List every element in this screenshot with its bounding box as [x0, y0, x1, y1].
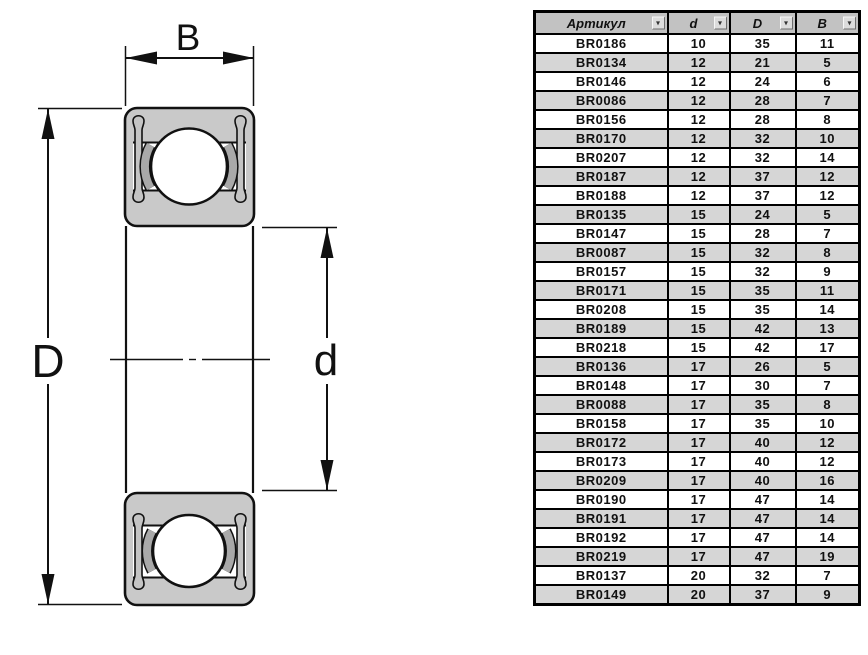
D-value-cell[interactable]: 24: [730, 72, 796, 91]
B-value-cell[interactable]: 14: [796, 148, 860, 167]
D-value-cell[interactable]: 40: [730, 433, 796, 452]
B-value-cell[interactable]: 16: [796, 471, 860, 490]
d-value-cell[interactable]: 15: [668, 338, 730, 357]
d-value-cell[interactable]: 12: [668, 91, 730, 110]
D-value-cell[interactable]: 32: [730, 148, 796, 167]
bearing-section-bottom: [125, 493, 254, 605]
B-value-cell[interactable]: 8: [796, 110, 860, 129]
table-row: [535, 34, 860, 53]
d-value-cell[interactable]: 20: [668, 585, 730, 605]
d-value-cell[interactable]: 12: [668, 110, 730, 129]
label-B: B: [175, 17, 201, 58]
d-value-cell[interactable]: 15: [668, 224, 730, 243]
article-cell[interactable]: BR0170: [535, 129, 668, 148]
B-value-cell[interactable]: 12: [796, 452, 860, 471]
table-row: [535, 72, 860, 91]
bearing-section-top: [125, 108, 254, 226]
article-cell[interactable]: BR0192: [535, 528, 668, 547]
d-value-cell[interactable]: 17: [668, 509, 730, 528]
table-row: [535, 585, 860, 605]
column-header-D-label: D: [752, 15, 763, 31]
article-cell[interactable]: BR0186: [535, 34, 668, 53]
D-value-cell[interactable]: 47: [730, 509, 796, 528]
D-value-cell[interactable]: 32: [730, 262, 796, 281]
table-row: [535, 395, 860, 414]
header-row: [535, 12, 860, 35]
table-row: [535, 433, 860, 452]
article-cell[interactable]: BR0172: [535, 433, 668, 452]
D-value-cell[interactable]: 37: [730, 585, 796, 605]
column-header-B-label: B: [817, 15, 827, 31]
dimension-B: [126, 17, 255, 106]
table-row: [535, 357, 860, 376]
B-value-cell[interactable]: 7: [796, 566, 860, 585]
article-cell[interactable]: BR0218: [535, 338, 668, 357]
article-cell[interactable]: BR0219: [535, 547, 668, 566]
table-row: [535, 319, 860, 338]
column-header-article-label: Артикул: [566, 15, 626, 31]
D-value-cell[interactable]: 42: [730, 338, 796, 357]
arrowhead-up: [321, 228, 334, 258]
table-row: [535, 243, 860, 262]
article-cell[interactable]: BR0157: [535, 262, 668, 281]
d-value-cell[interactable]: 10: [668, 34, 730, 53]
table-row: [535, 129, 860, 148]
dimension-D: [31, 109, 122, 605]
column-header-d-label: d: [689, 15, 698, 31]
table-row: [535, 186, 860, 205]
article-cell[interactable]: BR0136: [535, 357, 668, 376]
table-row: [535, 528, 860, 547]
seal-right-bottom: [235, 514, 246, 590]
d-value-cell[interactable]: 17: [668, 357, 730, 376]
article-cell[interactable]: BR0190: [535, 490, 668, 509]
B-value-cell[interactable]: 5: [796, 53, 860, 72]
D-value-cell[interactable]: 40: [730, 471, 796, 490]
D-value-cell[interactable]: 47: [730, 528, 796, 547]
B-value-cell[interactable]: 19: [796, 547, 860, 566]
D-value-cell[interactable]: 47: [730, 490, 796, 509]
d-value-cell[interactable]: 17: [668, 414, 730, 433]
B-value-cell[interactable]: 7: [796, 91, 860, 110]
arrowhead-up: [42, 109, 55, 139]
B-value-cell[interactable]: 11: [796, 34, 860, 53]
arrowhead-right: [223, 52, 254, 65]
table-row: [535, 452, 860, 471]
table-row: [535, 281, 860, 300]
B-value-cell[interactable]: 7: [796, 224, 860, 243]
table-row: [535, 148, 860, 167]
article-cell[interactable]: BR0087: [535, 243, 668, 262]
d-value-cell[interactable]: 15: [668, 319, 730, 338]
B-value-cell[interactable]: 9: [796, 262, 860, 281]
D-value-cell[interactable]: 37: [730, 167, 796, 186]
d-value-cell[interactable]: 17: [668, 547, 730, 566]
table-row: [535, 300, 860, 319]
B-value-cell[interactable]: 17: [796, 338, 860, 357]
D-value-cell[interactable]: 32: [730, 129, 796, 148]
D-value-cell[interactable]: 28: [730, 224, 796, 243]
spec-table-body: [535, 34, 860, 605]
D-value-cell[interactable]: 24: [730, 205, 796, 224]
table-row: [535, 262, 860, 281]
filter-dropdown-icon[interactable]: ▾: [780, 17, 793, 30]
B-value-cell[interactable]: 12: [796, 433, 860, 452]
d-value-cell[interactable]: 17: [668, 395, 730, 414]
D-value-cell[interactable]: 40: [730, 452, 796, 471]
spec-table: [533, 10, 861, 606]
filter-dropdown-icon[interactable]: ▾: [714, 17, 727, 30]
ball-top: [151, 129, 227, 205]
B-value-cell[interactable]: 12: [796, 167, 860, 186]
table-row: [535, 414, 860, 433]
B-value-cell[interactable]: 9: [796, 585, 860, 605]
column-header-D-outer: [730, 12, 796, 35]
B-value-cell[interactable]: 7: [796, 376, 860, 395]
B-value-cell[interactable]: 5: [796, 357, 860, 376]
d-value-cell[interactable]: 17: [668, 376, 730, 395]
article-cell[interactable]: BR0158: [535, 414, 668, 433]
table-row: [535, 547, 860, 566]
label-d: d: [313, 336, 339, 385]
article-cell[interactable]: BR0207: [535, 148, 668, 167]
d-value-cell[interactable]: 12: [668, 148, 730, 167]
d-value-cell[interactable]: 15: [668, 262, 730, 281]
D-value-cell[interactable]: 21: [730, 53, 796, 72]
B-value-cell[interactable]: 10: [796, 414, 860, 433]
B-value-cell[interactable]: 6: [796, 72, 860, 91]
B-value-cell[interactable]: 5: [796, 205, 860, 224]
d-value-cell[interactable]: 12: [668, 167, 730, 186]
B-value-cell[interactable]: 10: [796, 129, 860, 148]
table-row: [535, 53, 860, 72]
label-D: D: [31, 335, 65, 387]
filter-dropdown-icon[interactable]: ▾: [843, 17, 856, 30]
B-value-cell[interactable]: 14: [796, 490, 860, 509]
d-value-cell[interactable]: 12: [668, 129, 730, 148]
d-value-cell[interactable]: 17: [668, 452, 730, 471]
D-value-cell[interactable]: 32: [730, 566, 796, 585]
table-row: [535, 91, 860, 110]
d-value-cell[interactable]: 17: [668, 471, 730, 490]
D-value-cell[interactable]: 35: [730, 34, 796, 53]
B-value-cell[interactable]: 11: [796, 281, 860, 300]
table-row: [535, 490, 860, 509]
article-cell[interactable]: BR0208: [535, 300, 668, 319]
B-value-cell[interactable]: 14: [796, 528, 860, 547]
D-value-cell[interactable]: 30: [730, 376, 796, 395]
D-value-cell[interactable]: 42: [730, 319, 796, 338]
D-value-cell[interactable]: 35: [730, 395, 796, 414]
d-value-cell[interactable]: 15: [668, 300, 730, 319]
article-cell[interactable]: BR0135: [535, 205, 668, 224]
column-header-d: [668, 12, 730, 35]
D-value-cell[interactable]: 28: [730, 91, 796, 110]
article-cell[interactable]: BR0187: [535, 167, 668, 186]
d-value-cell[interactable]: 20: [668, 566, 730, 585]
D-value-cell[interactable]: 26: [730, 357, 796, 376]
B-value-cell[interactable]: 8: [796, 243, 860, 262]
d-value-cell[interactable]: 17: [668, 490, 730, 509]
column-header-B-width: [796, 12, 860, 35]
d-value-cell[interactable]: 15: [668, 243, 730, 262]
article-cell[interactable]: BR0173: [535, 452, 668, 471]
filter-dropdown-icon[interactable]: ▾: [652, 17, 665, 30]
D-value-cell[interactable]: 35: [730, 281, 796, 300]
table-row: [535, 205, 860, 224]
D-value-cell[interactable]: 35: [730, 300, 796, 319]
article-cell[interactable]: BR0149: [535, 585, 668, 605]
B-value-cell[interactable]: 12: [796, 186, 860, 205]
d-value-cell[interactable]: 17: [668, 433, 730, 452]
table-row: [535, 509, 860, 528]
D-value-cell[interactable]: 32: [730, 243, 796, 262]
article-cell[interactable]: BR0147: [535, 224, 668, 243]
D-value-cell[interactable]: 47: [730, 547, 796, 566]
d-value-cell[interactable]: 12: [668, 186, 730, 205]
B-value-cell[interactable]: 13: [796, 319, 860, 338]
table-row: [535, 566, 860, 585]
d-value-cell[interactable]: 15: [668, 205, 730, 224]
article-cell[interactable]: BR0191: [535, 509, 668, 528]
article-cell[interactable]: BR0088: [535, 395, 668, 414]
article-cell[interactable]: BR0086: [535, 91, 668, 110]
table-row: [535, 471, 860, 490]
d-value-cell[interactable]: 12: [668, 53, 730, 72]
B-value-cell[interactable]: 14: [796, 300, 860, 319]
table-row: [535, 167, 860, 186]
article-cell[interactable]: BR0171: [535, 281, 668, 300]
article-cell[interactable]: BR0189: [535, 319, 668, 338]
arrowhead-left: [126, 52, 157, 65]
table-row: [535, 376, 860, 395]
article-cell[interactable]: BR0148: [535, 376, 668, 395]
article-cell[interactable]: BR0146: [535, 72, 668, 91]
dimension-d: [262, 228, 338, 491]
column-header-article: [535, 12, 668, 35]
table-row: [535, 110, 860, 129]
B-value-cell[interactable]: 14: [796, 509, 860, 528]
D-value-cell[interactable]: 37: [730, 186, 796, 205]
d-value-cell[interactable]: 15: [668, 281, 730, 300]
article-cell[interactable]: BR0188: [535, 186, 668, 205]
article-cell[interactable]: BR0209: [535, 471, 668, 490]
article-cell[interactable]: BR0156: [535, 110, 668, 129]
d-value-cell[interactable]: 17: [668, 528, 730, 547]
article-cell[interactable]: BR0137: [535, 566, 668, 585]
d-value-cell[interactable]: 12: [668, 72, 730, 91]
arrowhead-down: [321, 460, 334, 490]
B-value-cell[interactable]: 8: [796, 395, 860, 414]
D-value-cell[interactable]: 28: [730, 110, 796, 129]
article-cell[interactable]: BR0134: [535, 53, 668, 72]
table-row: [535, 224, 860, 243]
ball-bottom: [153, 515, 225, 587]
D-value-cell[interactable]: 35: [730, 414, 796, 433]
arrowhead-down: [42, 574, 55, 604]
table-row: [535, 338, 860, 357]
